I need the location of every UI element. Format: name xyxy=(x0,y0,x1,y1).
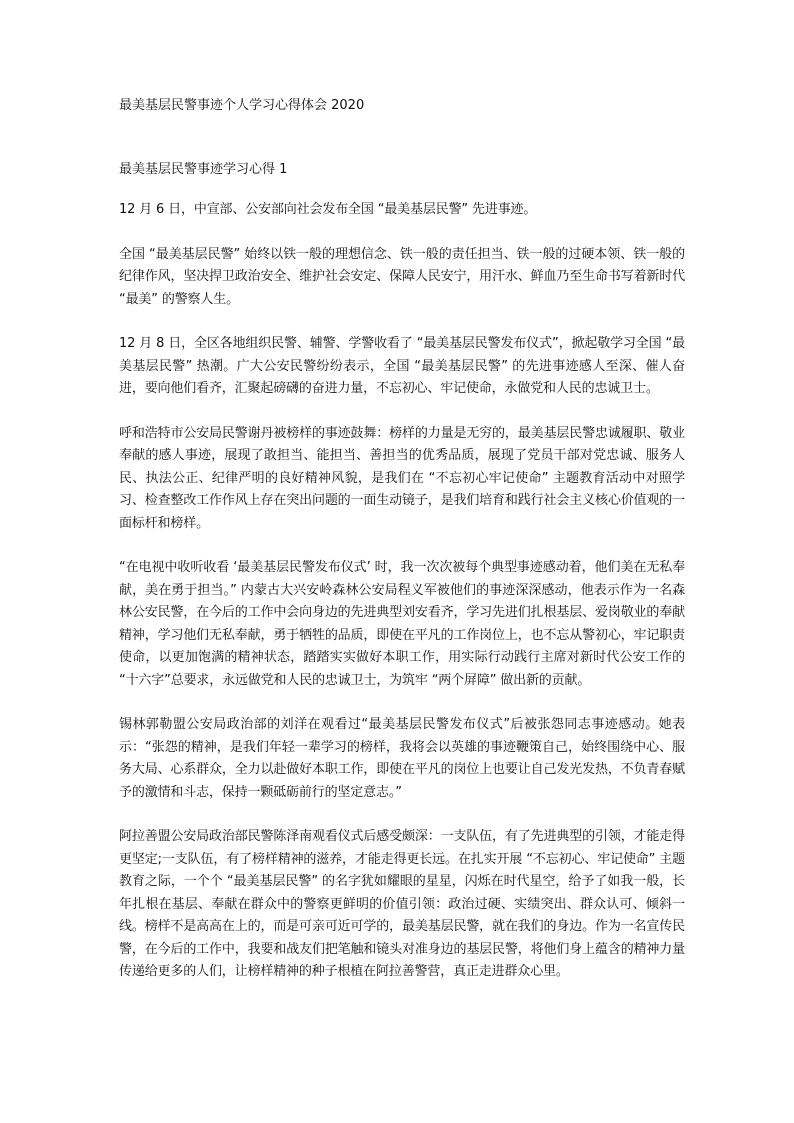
paragraph-4: 呼和浩特市公安局民警谢丹被榜样的事迹鼓舞：榜样的力量是无穷的，最美基层民警忠诚履职、敬业奉献的感人事迹，展现了敢担当、能担当、善担当的优秀品质，展现了党员干部对党忠诚、服务人民、执法公正、纪律严明的良好精神风貌，是我们在 “不忘初心牢记使命” 主题教育活动中对照学习、检查整改工作作风上存在突出问题的一面生动镜子，是我们培育和践行社会主义核心价值观的一面标杆和榜样。 xyxy=(119,425,685,531)
paragraph-7: 阿拉善盟公安局政治部民警陈泽南观看仪式后感受颇深：一支队伍，有了先进典型的引领，才能走得更坚定;一支队伍，有了榜样精神的滋养，才能走得更长远。在扎实开展 “不忘初心、牢记使命” 主题教育之际，一个个 “最美基层民警” 的名字犹如耀眼的星星，闪烁在时代星空，给予了如我一般，长年扎根在基层、奉献在群众中的警察更鲜明的价值引领：政治过硬、实绩突出、群众认可、倾斜一线。榜样不是高高在上的，而是可亲可近可学的，最美基层民警，就在我们的身边。作为一名宣传民警，在今后的工作中，我要和战友们把笔触和镜头对准身边的基层民警，将他们身上蕴含的精神力量传递给更多的人们，让榜样精神的种子根植在阿拉善警营，真正走进群众心里。 xyxy=(119,829,685,979)
paragraph-3: 12 月 8 日，全区各地组织民警、辅警、学警收看了 “最美基层民警发布仪式”，掀起敬学习全国 “最美基层民警” 热潮。广大公安民警纷纷表示，全国 “最美基层民警” 的先进事迹感人至深、催人奋进，要向他们看齐，汇聚起磅礴的奋进力量，不忘初心、牢记使命，永做党和人民的忠诚卫士。 xyxy=(119,336,685,396)
section-title: 最美基层民警事迹学习心得 1 xyxy=(119,162,288,177)
document-title: 最美基层民警事迹个人学习心得体会 2020 xyxy=(119,98,365,113)
paragraph-2: 全国 “最美基层民警” 始终以铁一般的理想信念、铁一般的责任担当、铁一般的过硬本领、铁一般的纪律作风，坚决捍卫政治安全、维护社会安定、保障人民安宁，用汗水、鲜血乃至生命书写着新时代 “最美” 的警察人生。 xyxy=(119,246,685,307)
paragraph-5: “在电视中收听收看 ‘最美基层民警发布仪式’ 时，我一次次被每个典型事迹感动着，他们美在无私奉献，美在勇于担当。” 内蒙古大兴安岭森林公安局程义军被他们的事迹深深感动，他表示作为一名森林公安民警，在今后的工作中会向身边的先进典型刘安看齐，学习先进们扎根基层、爱岗敬业的奉献精神，学习他们无私奉献，勇于牺牲的品质，即使在平凡的工作岗位上，也不忘从警初心，牢记职责使命，以更加饱满的精神状态，踏踏实实做好本职工作，用实际行动践行主席对新时代公安工作的 “十六字”总要求，永远做党和人民的忠诚卫士，为筑牢 “两个屏障” 做出新的贡献。 xyxy=(119,560,685,688)
paragraph-6: 锡林郭勒盟公安局政治部的刘洋在观看过“最美基层民警发布仪式”后被张怨同志事迹感动。她表示：“张怨的精神，是我们年轻一辈学习的榜样，我将会以英雄的事迹鞭策自己，始终围绕中心、服务大局、心系群众，全力以赴做好本职工作，即使在平凡的岗位上也要让自己发光发热，不负青春赋予的激情和斗志，保持一颗砥砺前行的坚定意志。” xyxy=(119,717,685,800)
paragraph-1: 12 月 6 日，中宣部、公安部向社会发布全国 “最美基层民警” 先进事迹。 xyxy=(119,202,537,217)
document-page xyxy=(119,96,685,984)
